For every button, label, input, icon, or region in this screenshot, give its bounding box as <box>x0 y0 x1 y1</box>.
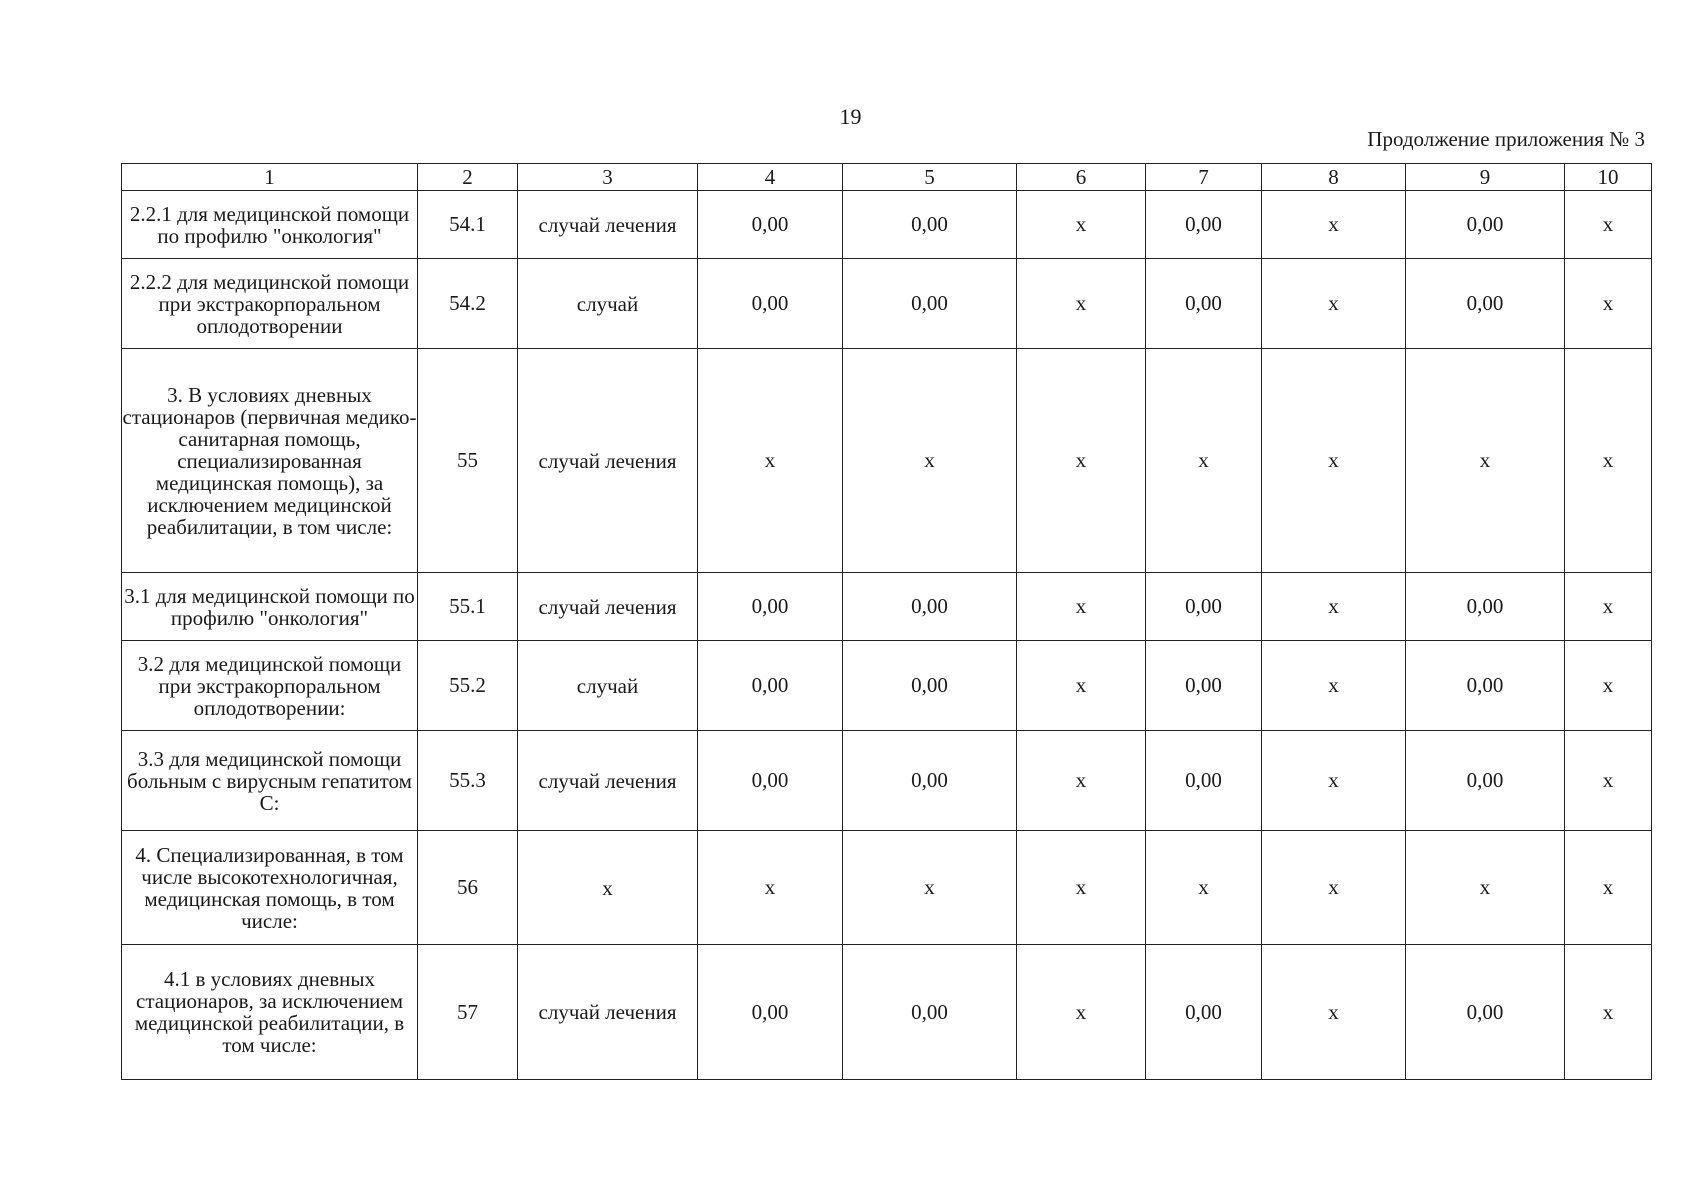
cell-col-5: 0,00 <box>843 259 1017 349</box>
column-header-9: 9 <box>1406 164 1565 191</box>
cell-col-8: х <box>1262 573 1406 641</box>
cell-col-10: х <box>1565 349 1652 573</box>
cell-col-6: х <box>1017 259 1146 349</box>
cell-col-9: 0,00 <box>1406 641 1565 731</box>
cell-col-4: 0,00 <box>698 191 843 259</box>
row-line-number: 54.2 <box>418 259 518 349</box>
data-table <box>121 163 1652 1080</box>
page-number: 19 <box>839 104 862 129</box>
column-header-5: 5 <box>843 164 1017 191</box>
column-header-7: 7 <box>1146 164 1262 191</box>
column-header-4: 4 <box>698 164 843 191</box>
row-unit: случай лечения <box>518 945 698 1080</box>
table-row <box>122 731 1652 831</box>
row-name: 3.1 для медицинской помощи по профилю "онкология" <box>122 573 418 641</box>
cell-col-7: 0,00 <box>1146 259 1262 349</box>
cell-col-8: х <box>1262 641 1406 731</box>
table-row <box>122 259 1652 349</box>
cell-col-7: 0,00 <box>1146 191 1262 259</box>
cell-col-6: х <box>1017 831 1146 945</box>
column-header-1: 1 <box>122 164 418 191</box>
cell-col-5: х <box>843 349 1017 573</box>
cell-col-6: х <box>1017 191 1146 259</box>
cell-col-6: х <box>1017 349 1146 573</box>
column-header-8: 8 <box>1262 164 1406 191</box>
cell-col-8: х <box>1262 731 1406 831</box>
row-name: 4. Специализированная, в том числе высокотехнологичная, медицинская помощь, в том числе: <box>122 831 418 945</box>
table-header <box>122 164 1652 191</box>
cell-col-4: 0,00 <box>698 573 843 641</box>
table-row <box>122 641 1652 731</box>
row-line-number: 54.1 <box>418 191 518 259</box>
cell-col-8: х <box>1262 945 1406 1080</box>
cell-col-8: х <box>1262 191 1406 259</box>
row-name: 3.2 для медицинской помощи при экстракорпоральном оплодотворении: <box>122 641 418 731</box>
cell-col-5: 0,00 <box>843 731 1017 831</box>
header-row <box>122 164 1652 191</box>
cell-col-8: х <box>1262 349 1406 573</box>
cell-col-10: х <box>1565 945 1652 1080</box>
row-line-number: 55.2 <box>418 641 518 731</box>
column-header-10: 10 <box>1565 164 1652 191</box>
row-name: 3.3 для медицинской помощи больным с вирусным гепатитом С: <box>122 731 418 831</box>
cell-col-9: 0,00 <box>1406 945 1565 1080</box>
cell-col-5: 0,00 <box>843 945 1017 1080</box>
cell-col-4: 0,00 <box>698 945 843 1080</box>
cell-col-8: х <box>1262 831 1406 945</box>
row-unit: случай <box>518 259 698 349</box>
row-unit: случай <box>518 641 698 731</box>
cell-col-4: х <box>698 831 843 945</box>
row-unit: случай лечения <box>518 731 698 831</box>
row-line-number: 56 <box>418 831 518 945</box>
cell-col-8: х <box>1262 259 1406 349</box>
cell-col-6: х <box>1017 945 1146 1080</box>
cell-col-9: х <box>1406 349 1565 573</box>
cell-col-5: 0,00 <box>843 641 1017 731</box>
row-line-number: 55 <box>418 349 518 573</box>
cell-col-4: 0,00 <box>698 641 843 731</box>
cell-col-7: х <box>1146 349 1262 573</box>
table-row <box>122 349 1652 573</box>
cell-col-4: 0,00 <box>698 259 843 349</box>
row-name: 3. В условиях дневных стационаров (первичная медико-санитарная помощь, специализированная медицинская помощь), за исключением медицинской реабилитации, в том числе: <box>122 349 418 573</box>
cell-col-6: х <box>1017 641 1146 731</box>
row-unit: случай лечения <box>518 349 698 573</box>
cell-col-10: х <box>1565 641 1652 731</box>
row-line-number: 55.1 <box>418 573 518 641</box>
cell-col-9: 0,00 <box>1406 573 1565 641</box>
cell-col-4: х <box>698 349 843 573</box>
row-line-number: 57 <box>418 945 518 1080</box>
table-body <box>122 191 1652 1080</box>
row-unit: случай лечения <box>518 573 698 641</box>
cell-col-9: х <box>1406 831 1565 945</box>
cell-col-7: х <box>1146 831 1262 945</box>
cell-col-7: 0,00 <box>1146 945 1262 1080</box>
row-unit: случай лечения <box>518 191 698 259</box>
cell-col-7: 0,00 <box>1146 641 1262 731</box>
column-header-3: 3 <box>518 164 698 191</box>
cell-col-6: х <box>1017 731 1146 831</box>
cell-col-10: х <box>1565 573 1652 641</box>
table-row <box>122 945 1652 1080</box>
cell-col-5: х <box>843 831 1017 945</box>
cell-col-9: 0,00 <box>1406 259 1565 349</box>
table-row <box>122 831 1652 945</box>
row-name: 2.2.1 для медицинской помощи по профилю "онкология" <box>122 191 418 259</box>
cell-col-7: 0,00 <box>1146 573 1262 641</box>
table-row <box>122 573 1652 641</box>
cell-col-4: 0,00 <box>698 731 843 831</box>
cell-col-9: 0,00 <box>1406 731 1565 831</box>
cell-col-10: х <box>1565 731 1652 831</box>
appendix-continuation-note: Продолжение приложения № 3 <box>1367 127 1645 151</box>
cell-col-10: х <box>1565 831 1652 945</box>
row-name: 2.2.2 для медицинской помощи при экстракорпоральном оплодотворении <box>122 259 418 349</box>
cell-col-10: х <box>1565 259 1652 349</box>
row-unit: х <box>518 831 698 945</box>
column-header-2: 2 <box>418 164 518 191</box>
column-header-6: 6 <box>1017 164 1146 191</box>
cell-col-10: х <box>1565 191 1652 259</box>
table-row <box>122 191 1652 259</box>
cell-col-5: 0,00 <box>843 573 1017 641</box>
cell-col-7: 0,00 <box>1146 731 1262 831</box>
row-name: 4.1 в условиях дневных стационаров, за исключением медицинской реабилитации, в том числе: <box>122 945 418 1080</box>
row-line-number: 55.3 <box>418 731 518 831</box>
cell-col-6: х <box>1017 573 1146 641</box>
cell-col-9: 0,00 <box>1406 191 1565 259</box>
cell-col-5: 0,00 <box>843 191 1017 259</box>
